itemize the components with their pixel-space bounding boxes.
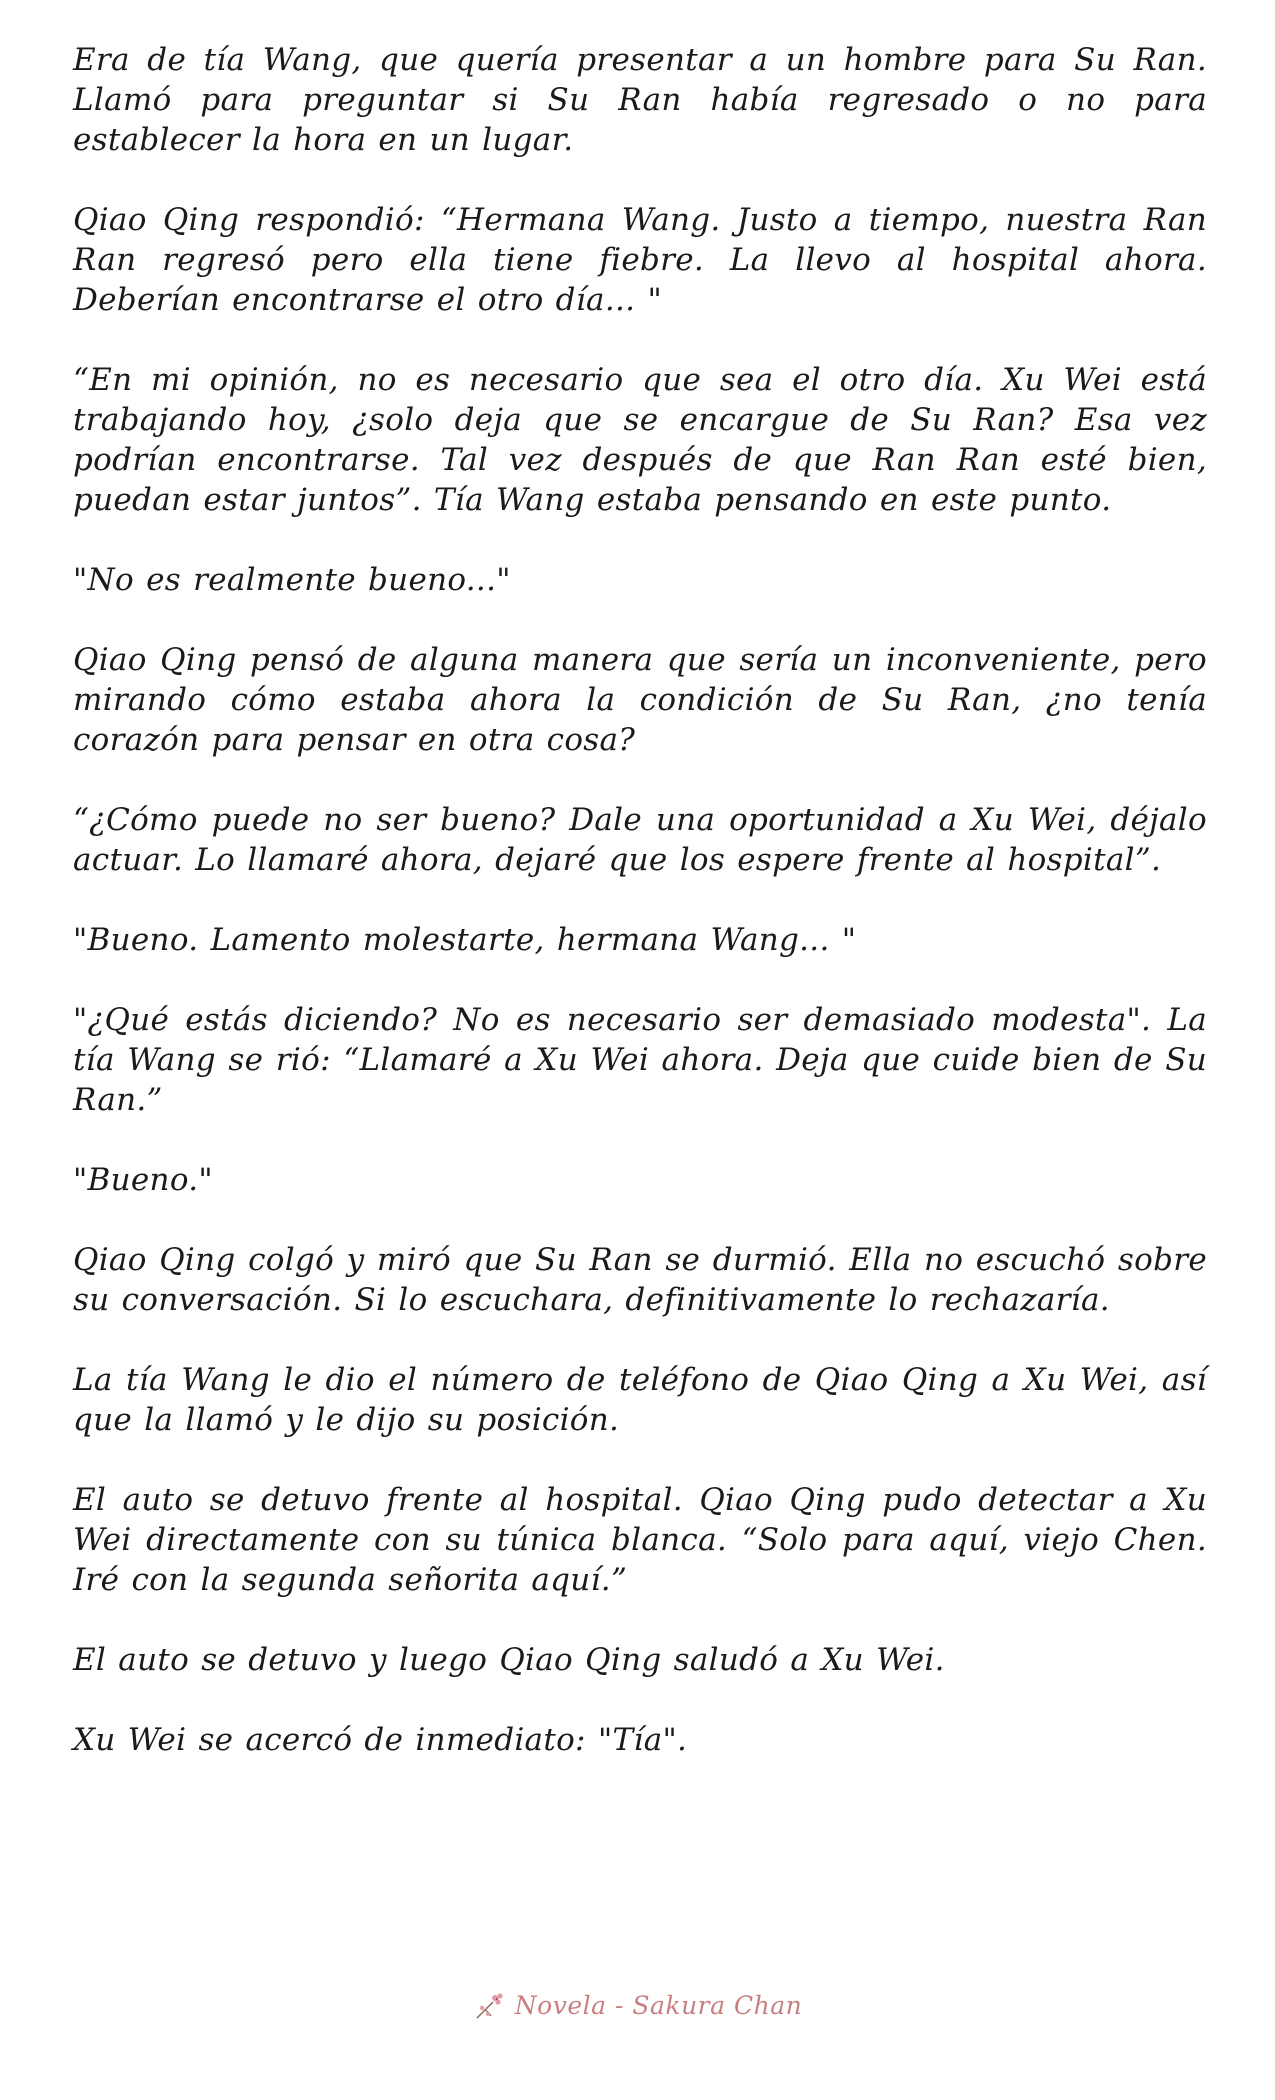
footer-text: Novela - Sakura Chan <box>514 1990 803 2020</box>
paragraph: Qiao Qing respondió: “Hermana Wang. Justo a tiempo, nuestra Ran Ran regresó pero ella tiene fiebre. La llevo al hospital ahora. Deberían encontrarse el otro día... " <box>73 202 1207 318</box>
paragraph: "No es realmente bueno..." <box>73 562 511 598</box>
paragraph: "Bueno." <box>73 1162 213 1198</box>
paragraph: Qiao Qing pensó de alguna manera que sería un inconveniente, pero mirando cómo estaba ahora la condición de Su Ran, ¿no tenía corazón para pensar en otra cosa? <box>73 642 1207 758</box>
paragraph: "¿Qué estás diciendo? No es necesario ser demasiado modesta". La tía Wang se rió: “Llamaré a Xu Wei ahora. Deja que cuide bien de Su Ran.” <box>73 1002 1207 1118</box>
paragraph: “¿Cómo puede no ser bueno? Dale una oportunidad a Xu Wei, déjalo actuar. Lo llamaré ahora, dejaré que los espere frente al hospital”. <box>73 802 1207 878</box>
paragraph: "Bueno. Lamento molestarte, hermana Wang... " <box>73 922 857 958</box>
footer-watermark <box>0 1988 1275 2022</box>
paragraph: Xu Wei se acercó de inmediato: "Tía". <box>73 1722 688 1758</box>
paragraph: “En mi opinión, no es necesario que sea el otro día. Xu Wei está trabajando hoy, ¿solo deja que se encargue de Su Ran? Esa vez podrían encontrarse. Tal vez después de que Ran Ran esté bien, puedan estar juntos”. Tía Wang estaba pensando en este punto. <box>73 362 1207 518</box>
paragraph: La tía Wang le dio el número de teléfono de Qiao Qing a Xu Wei, así que la llamó y le dijo su posición. <box>73 1362 1207 1438</box>
sakura-flower-icon <box>473 1988 507 2022</box>
paragraph: El auto se detuvo frente al hospital. Qiao Qing pudo detectar a Xu Wei directamente con su túnica blanca. “Solo para aquí, viejo Chen. Iré con la segunda señorita aquí.” <box>73 1482 1207 1598</box>
paragraph: Qiao Qing colgó y miró que Su Ran se durmió. Ella no escuchó sobre su conversación. Si lo escuchara, definitivamente lo rechazaría. <box>73 1242 1207 1318</box>
paragraph: Era de tía Wang, que quería presentar a un hombre para Su Ran. Llamó para preguntar si Su Ran había regresado o no para establecer la hora en un lugar. <box>73 42 1207 158</box>
document-page <box>73 40 1207 2040</box>
paragraph: El auto se detuvo y luego Qiao Qing saludó a Xu Wei. <box>73 1642 945 1678</box>
